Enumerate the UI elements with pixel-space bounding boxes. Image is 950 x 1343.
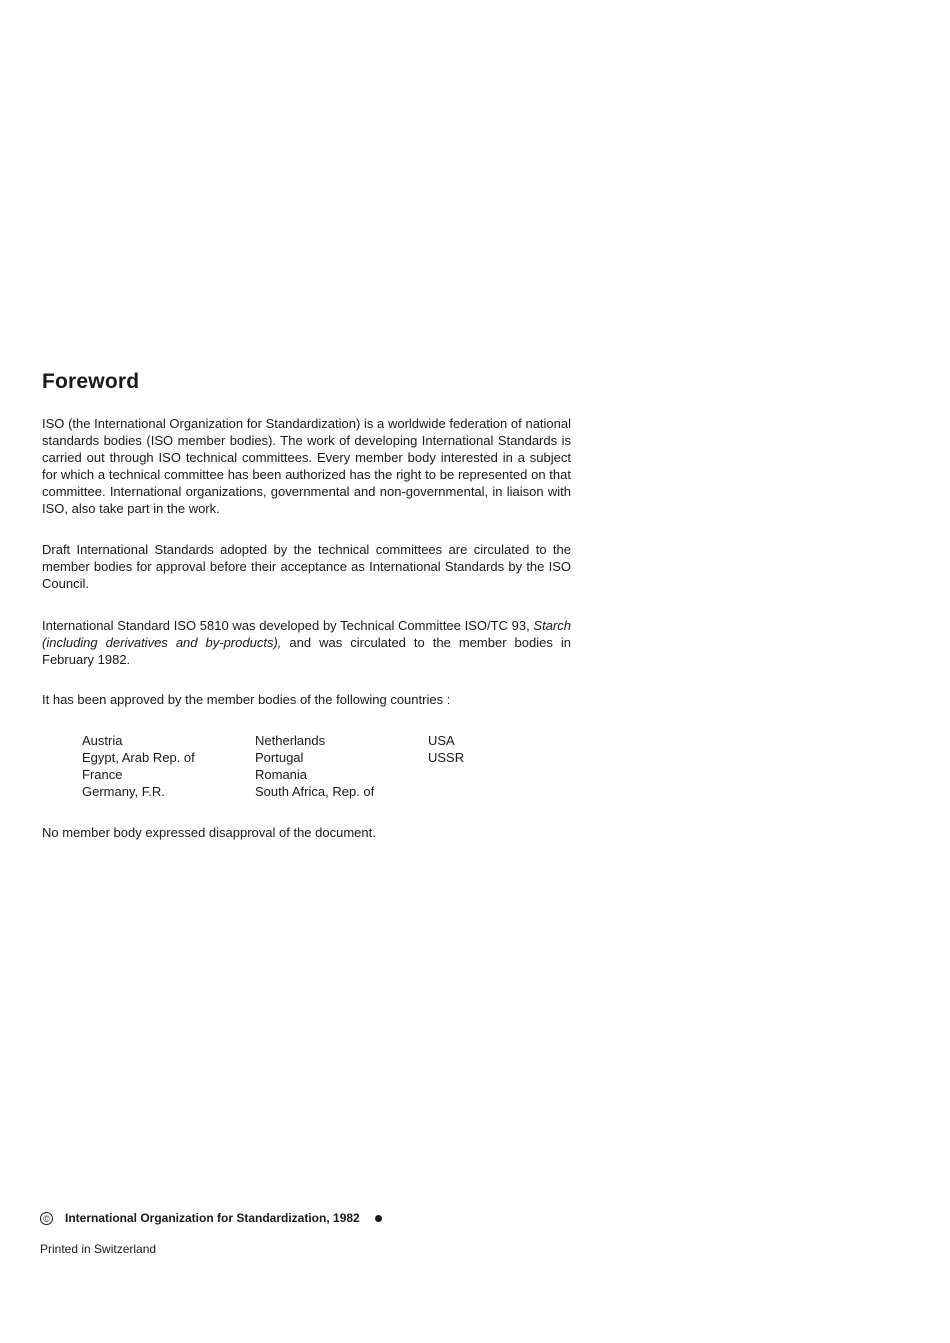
country-item: Germany, F.R.: [82, 784, 165, 799]
paragraph-standard-origin: [42, 617, 571, 668]
copyright-text: International Organization for Standardization, 1982: [65, 1211, 360, 1225]
page-title: Foreword: [42, 370, 140, 393]
country-item: Austria: [82, 733, 123, 748]
paragraph-approval-intro: It has been approved by the member bodies of the following countries :: [42, 692, 451, 707]
country-item: Netherlands: [255, 733, 326, 748]
country-item: France: [82, 767, 123, 782]
printed-location: Printed in Switzerland: [40, 1242, 157, 1256]
country-item: USSR: [428, 750, 465, 765]
paragraph-standard-origin-text-1: International Standard ISO 5810 was developed by Technical Committee ISO/TC 93,: [42, 618, 530, 633]
paragraph-about-iso: ISO (the International Organization for Standardization) is a worldwide federation of national standards bodies (ISO member bodies). The work of developing International Standards is carried out through ISO technical committees. Every member body interested in a subject for which a technical committee has been authorized has the right to be represented on that committee. International organizations, governmental and non-governmental, in liaison with ISO, also take part in the work.: [42, 416, 571, 516]
countries-column-2: [255, 732, 374, 800]
copyright-line: [40, 1211, 382, 1225]
country-item: USA: [428, 733, 455, 748]
copyright-icon: ©: [40, 1212, 53, 1225]
countries-column-3: [428, 732, 464, 766]
paragraph-standard-origin-text-2: and was circulated to the member bodies in February 1982.: [42, 635, 572, 667]
paragraph-no-disapproval: No member body expressed disapproval of the document.: [42, 825, 376, 840]
country-item: Romania: [255, 767, 308, 782]
country-item: Portugal: [255, 750, 304, 765]
countries-column-1: [82, 732, 195, 800]
country-item: Egypt, Arab Rep. of: [82, 750, 195, 765]
bullet-icon: [375, 1215, 382, 1222]
committee-subject-title: Starch (including derivatives and by-products),: [42, 618, 571, 650]
country-item: South Africa, Rep. of: [255, 784, 375, 799]
paragraph-draft-standards: Draft International Standards adopted by the technical committees are circulated to the member bodies for approval before their acceptance as International Standards by the ISO Council.: [42, 542, 571, 591]
